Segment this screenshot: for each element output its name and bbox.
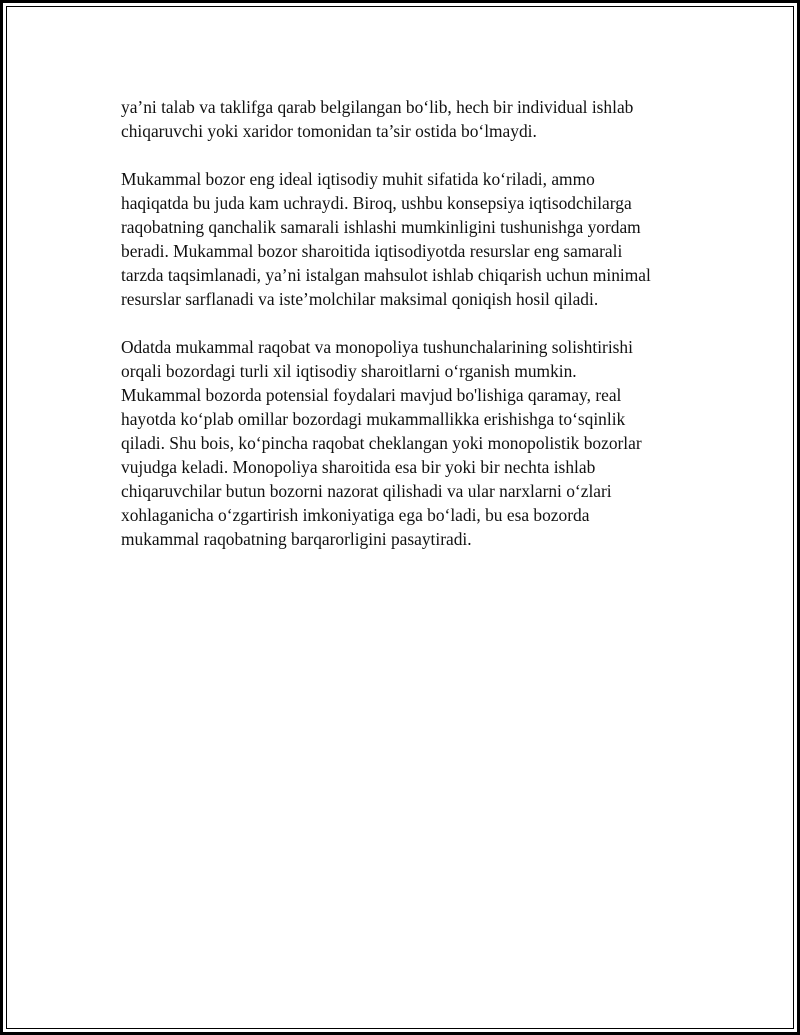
document-body (121, 95, 681, 575)
text-line: xohlaganicha o‘zgartirish imkoniyatiga ega bo‘ladi, bu esa bozorda (121, 505, 590, 525)
text-line: chiqaruvchi yoki xaridor tomonidan ta’sir ostida bo‘lmaydi. (121, 121, 537, 141)
text-line: qiladi. Shu bois, ko‘pincha raqobat cheklangan yoki monopolistik bozorlar (121, 433, 642, 453)
paragraph-1 (121, 95, 681, 143)
text-line: raqobatning qanchalik samarali ishlashi mumkinligini tushunishga yordam (121, 217, 641, 237)
text-line: Mukammal bozorda potensial foydalari mavjud bo'lishiga qaramay, real (121, 385, 622, 405)
text-line: vujudga keladi. Monopoliya sharoitida esa bir yoki bir nechta ishlab (121, 457, 596, 477)
text-line: mukammal raqobatning barqarorligini pasaytiradi. (121, 529, 472, 549)
paragraph-2 (121, 167, 681, 311)
text-line: hayotda ko‘plab omillar bozordagi mukammallikka erishishga to‘sqinlik (121, 409, 626, 429)
text-line: Odatda mukammal raqobat va monopoliya tushunchalarining solishtirishi (121, 337, 633, 357)
text-line: haqiqatda bu juda kam uchraydi. Biroq, ushbu konsepsiya iqtisodchilarga (121, 193, 632, 213)
text-line: resurslar sarflanadi va iste’molchilar maksimal qoniqish hosil qiladi. (121, 289, 599, 309)
text-line: ya’ni talab va taklifga qarab belgilangan bo‘lib, hech bir individual ishlab (121, 97, 634, 117)
paragraph-3 (121, 335, 681, 551)
text-line: chiqaruvchilar butun bozorni nazorat qilishadi va ular narxlarni o‘zlari (121, 481, 612, 501)
text-line: beradi. Mukammal bozor sharoitida iqtisodiyotda resurslar eng samarali (121, 241, 623, 261)
text-line: Mukammal bozor eng ideal iqtisodiy muhit sifatida ko‘riladi, ammo (121, 169, 595, 189)
text-line: orqali bozordagi turli xil iqtisodiy sharoitlarni o‘rganish mumkin. (121, 361, 577, 381)
text-line: tarzda taqsimlanadi, ya’ni istalgan mahsulot ishlab chiqarish uchun minimal (121, 265, 651, 285)
